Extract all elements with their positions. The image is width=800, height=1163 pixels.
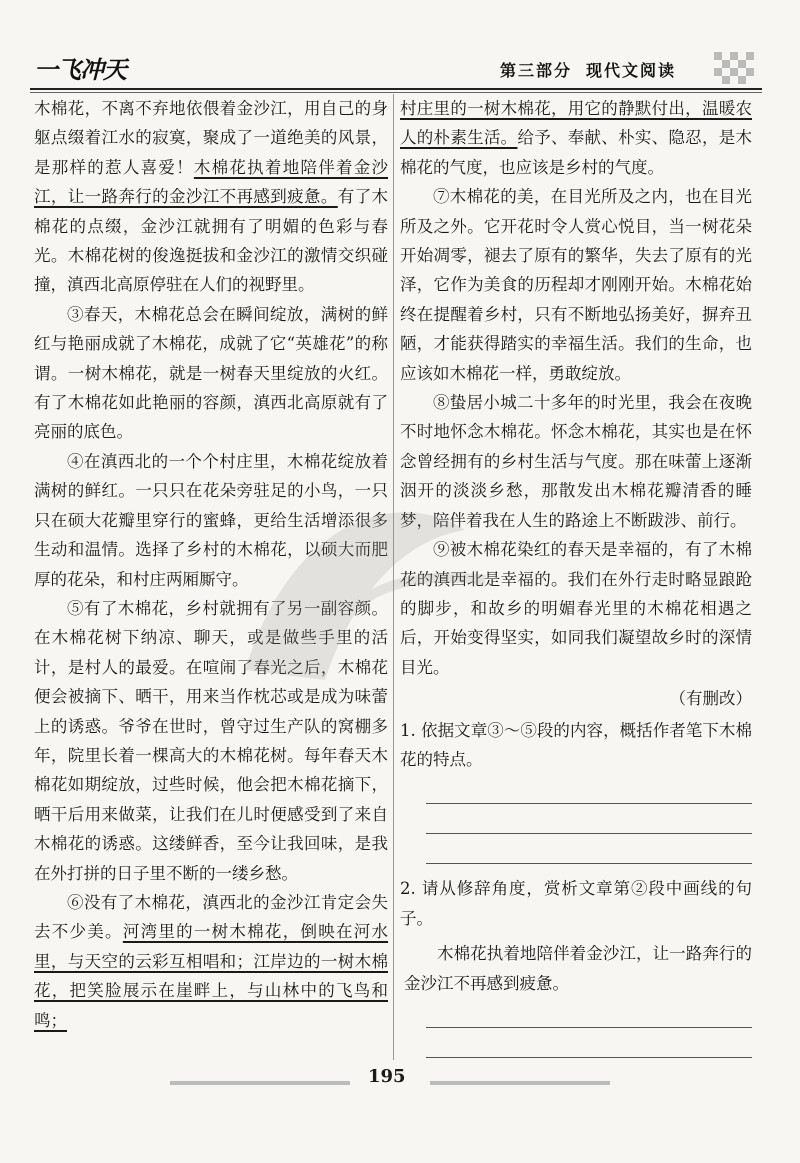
paragraph-text: ⑥没有了木棉花，滇西北的金沙江肯定会失去不少美。	[34, 892, 388, 942]
column-divider	[393, 94, 394, 1060]
paragraph-2-continued	[34, 94, 388, 300]
answer-line[interactable]	[426, 804, 752, 834]
question-2: 2. 请从修辞角度，赏析文章第②段中画线的句子。	[400, 879, 752, 928]
part-label: 第三部分	[500, 61, 573, 80]
paragraph-text: 给予、奉献、朴实、隐忍，是木棉花的气度，也应该是乡村的气度。	[400, 128, 753, 177]
paragraph-9: ⑨被木棉花染红的春天是幸福的，有了木棉花的滇西北是幸福的。我们在外行走时略显踉跄的脚步，和故乡的明媚春光里的木棉花相遇之后，开始变得坚实，如同我们凝望故乡时的深情目光。	[400, 540, 752, 677]
page-number: 195	[368, 1066, 406, 1087]
left-column	[34, 94, 388, 1035]
answer-line[interactable]	[426, 1028, 752, 1058]
source-note: （有删改）	[669, 689, 752, 709]
paragraph-8: ⑧蛰居小城二十多年的时光里，我会在夜晚不时地怀念木棉花。怀念木棉花，其实也是在怀念曾经拥有的乡村生活与气度。那在味蕾上逐渐洇开的淡淡乡愁，那散发出木棉花瓣清香的睡梦，陪伴着我在人生的路途上不断跋涉、前行。	[400, 393, 752, 530]
header-rule-thin	[30, 92, 762, 93]
section-title	[500, 58, 690, 81]
paragraph-6-continued	[400, 94, 752, 182]
question-1: 1. 依据文章③～⑤段的内容，概括作者笔下木棉花的特点。	[400, 720, 752, 769]
section-label: 现代文阅读	[586, 61, 677, 80]
book-brand: 一飞冲天	[34, 56, 126, 84]
paragraph-7: ⑦木棉花的美，在目光所及之内，也在目光所及之外。它开花时令人赏心悦目，当一树花朵开始凋零，褪去了原有的繁华，失去了原有的光泽，它作为美食的历程却才刚刚开始。木棉花始终在提醒着乡村，只有不断地弘扬美好，摒弃丑陋，才能获得踏实的幸福生活。我们的生命，也应该如木棉花一样，勇敢绽放。	[400, 187, 752, 383]
right-column	[400, 94, 752, 1058]
paragraph-6	[34, 888, 388, 1035]
checker-pattern-icon	[714, 52, 758, 86]
page-footer	[0, 1060, 800, 1120]
underlined-sentence: 村庄里的一树木棉花，用它的静默付出，温暖农人的朴素生活。	[400, 99, 752, 148]
paragraph-4: ④在滇西北的一个个村庄里，木棉花绽放着满树的鲜红。一只只在花朵旁驻足的小鸟，一只只在硕大花瓣里穿行的蜜蜂，更给生活增添很多生动和温情。选择了乡村的木棉花，以硕大而肥厚的花朵，和村庄两厢厮守。	[34, 451, 388, 589]
page-header	[0, 0, 800, 92]
paragraph-text: 木棉花，不离不弃地依偎着金沙江，用自己的身躯点缀着江水的寂寞，聚成了一道绝美的风景，是那样的惹人喜爱！	[34, 99, 388, 177]
paragraph-3: ③春天，木棉花总会在瞬间绽放，满树的鲜红与艳丽成就了木棉花，成就了它“英雄花”的称谓。一树木棉花，就是一树春天里绽放的火红。有了木棉花如此艳丽的容颜，滇西北高原就有了亮丽的底色。	[34, 304, 388, 442]
question-2-quote: 木棉花执着地陪伴着金沙江，让一路奔行的金沙江不再感到疲惫。	[404, 944, 752, 993]
answer-line[interactable]	[426, 998, 752, 1028]
answer-line[interactable]	[426, 774, 752, 804]
underlined-sentence: 河湾里的一树木棉花，倒映在河水里，与天空的云彩互相唱和；江岸边的一树木棉花，把笑脸展示在崖畔上，与山林中的飞鸟和鸣；	[34, 922, 389, 1030]
paragraph-5: ⑤有了木棉花，乡村就拥有了另一副容颜。在木棉花树下纳凉、聊天，或是做些手里的活计，是村人的最爱。在喧闹了春光之后，木棉花便会被摘下、晒干，用来当作枕芯或是成为味蕾上的诱惑。爷爷在世时，曾守过生产队的窝棚多年，院里长着一棵高大的木棉花树。每年春天木棉花如期绽放，过些时候，他会把木棉花摘下，晒干后用来做菜，让我们在儿时便感受到了来自木棉花的诱惑。这缕鲜香，至今让我回味，是我在外打拼的日子里不断的一缕乡愁。	[34, 598, 388, 883]
paragraph-text: 有了木棉花的点缀，金沙江就拥有了明媚的色彩与春光。木棉花树的俊逸挺拔和金沙江的激情交织碰撞，滇西北高原停驻在人们的视野里。	[34, 187, 388, 295]
underlined-sentence: 木棉花执着地陪伴着金沙江，让一路奔行的金沙江不再感到疲惫。	[34, 157, 389, 207]
answer-line[interactable]	[426, 834, 752, 864]
header-rule	[30, 88, 762, 90]
